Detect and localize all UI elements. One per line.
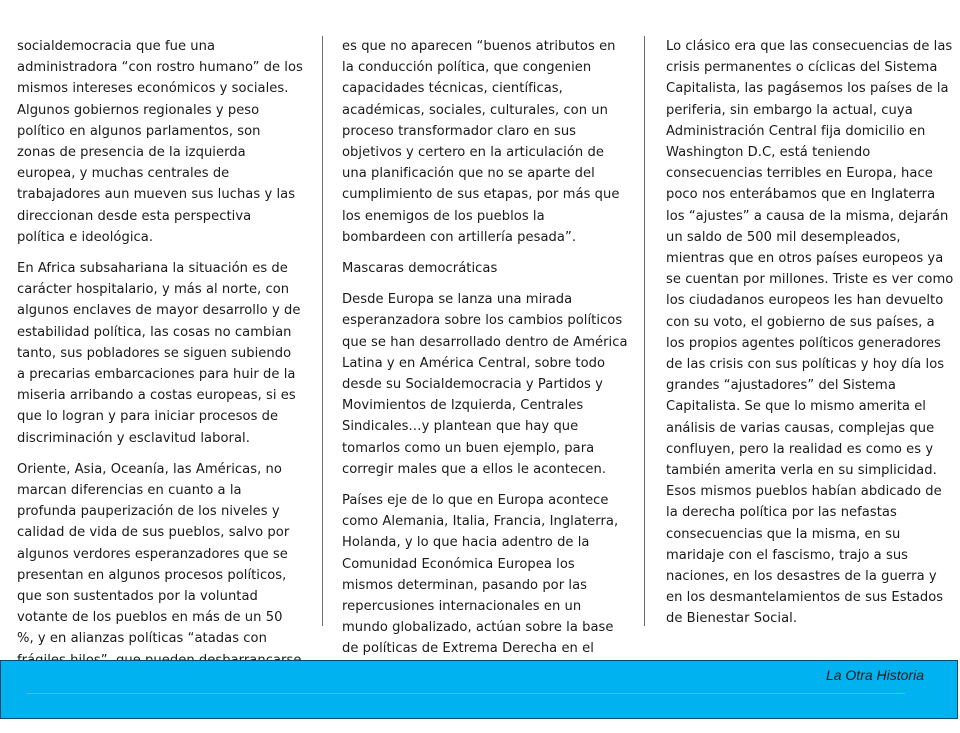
- text-column-3: [666, 36, 954, 640]
- paragraph: socialdemocracia que fue una administradora “con rostro humano” de los mismos intereses económicos y sociales. Algunos gobiernos regionales y peso político en algunos parlamentos, son zonas de presencia de la izquierda europea, y muchas centrales de trabajadores aun mueven sus luchas y las direccionan desde esta perspectiva política e ideológica.: [17, 39, 303, 245]
- text-column-2: [342, 36, 630, 733]
- footer-brand: La Otra Historia: [825, 667, 924, 683]
- paragraph: En Africa subsahariana la situación es de carácter hospitalario, y más al norte, con algunos enclaves de mayor desarrollo y de estabilidad política, las cosas no cambian tanto, sus pobladores se siguen subiendo a precarias embarcaciones para huir de la miseria arribando a costas europeas, si es que lo logran y para iniciar procesos de discriminación y esclavitud laboral.: [17, 261, 301, 446]
- text-column-1: [17, 36, 303, 702]
- column-divider: [322, 36, 323, 626]
- paragraph: Desde Europa se lanza una mirada esperanzadora sobre los cambios políticos que se han desarrollado dentro de América Latina y en América Central, sobre todo desde su Socialdemocracia y Partidos y Movimientos de Izquierda, Centrales Sindicales…y plantean que hay que tomarlos como un buen ejemplo, para corregir males que a ellos le acontecen.: [342, 292, 628, 477]
- column-divider: [644, 36, 645, 626]
- footer-rule: [27, 693, 905, 694]
- paragraph: Oriente, Asia, Oceanía, las Américas, no marcan diferencias en cuanto a la profunda pauperización de los niveles y calidad de vida de sus pueblos, salvo por algunos verdores esperanzadores que se presentan en algunos procesos políticos, que son sustentados por la voluntad votante de los pueblos en más de un 50 %, y en alianzas políticas “atadas con: [17, 461, 290, 647]
- paragraph: es que no aparecen “buenos atributos en la conducción política, que congenien capacidades técnicas, científicas, académicas, sociales, culturales, con un proceso transformador claro en sus objetivos y certero en la articulación de una planificación que no se aparte del cumplimiento de sus etapas, por más que los enemigos de los pueblos la bombardeen con artillería pesada”.: [342, 39, 620, 245]
- paragraph: Países eje de lo que en Europa acontece como Alemania, Italia, Francia, Inglaterra, Holanda, y lo que hacia adentro de la Comunidad Económica Europea los mismos determinan, pasando por las repercusiones internacionales en un mundo globalizado, actúan sobre la base de políticas de Extrema Derecha en el: [342, 493, 619, 657]
- footer-bar: [0, 660, 958, 719]
- section-heading: Mascaras democráticas: [342, 261, 498, 277]
- paragraph: Lo clásico era que las consecuencias de las crisis permanentes o cíclicas del Sistema Capitalista, las pagásemos los países de la periferia, sin embargo la actual, cuya Administración Central fija domicilio en Washington D.C, está teniendo consecuencias terribles en Europa, hace poco nos enterábamos que en Inglaterra los “ajustes” a causa de la misma, dejarán un saldo de 500 mil desempleados, mientras que en otros países europeos ya se cuentan por millones. Triste es ver como los ciudadanos europeos les han devuelto con su voto, el gobierno de sus países, a los propios agentes políticos generadores de las crisis con sus políticas y hoy día los grandes “ajustadores” del Sistema Capitalista. Se que lo mismo amerita el análisis de varias causas, complejas que confluyen, pero la realidad es como es y también amerita verla en su simplicidad. Esos mismos pueblos habían abdicado de la derecha política por las nefastas consecuencias que la misma, en su maridaje con el fascismo, trajo a sus naciones, en los desastres de la guerra y en los desmantelamientos de sus Estados de Bienestar Social.: [666, 39, 954, 627]
